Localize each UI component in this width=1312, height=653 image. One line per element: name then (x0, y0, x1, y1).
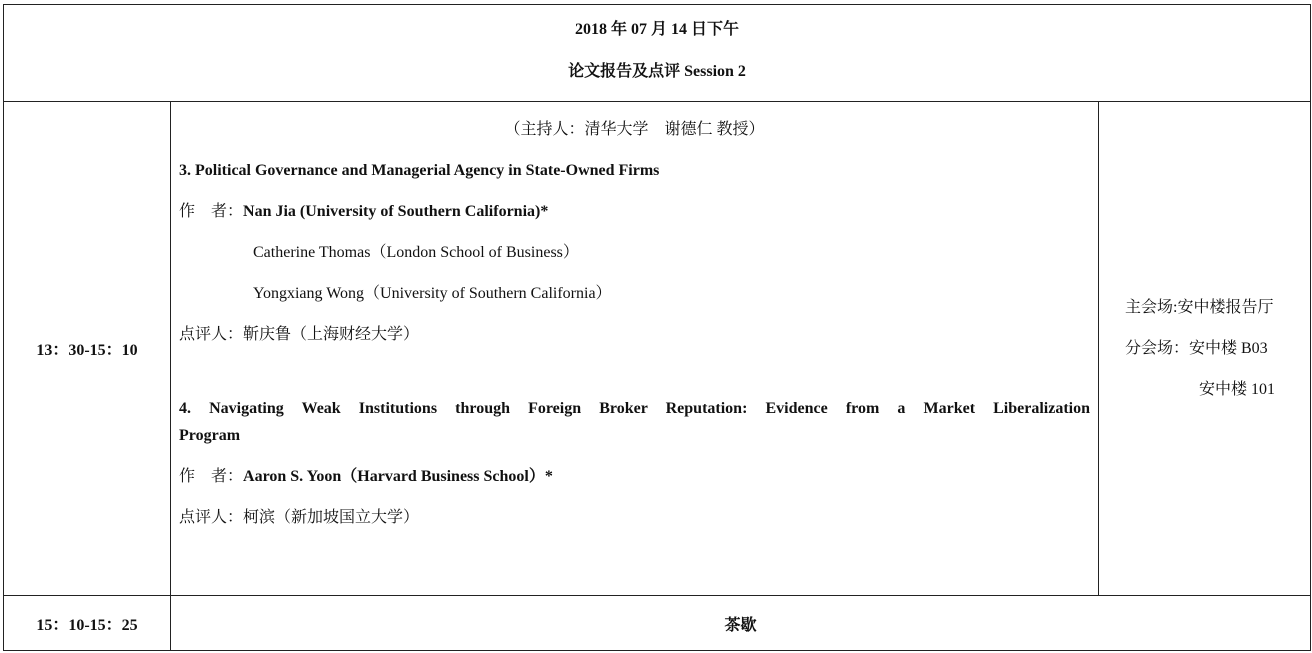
discussant-label: 点评人： (179, 509, 244, 526)
session-content (171, 102, 1099, 596)
author-label: 作 者： (179, 468, 244, 485)
paper-4-discussant-line (179, 508, 1090, 528)
paper-3-lead-author: Nan Jia (University of Southern California)* (243, 203, 549, 220)
main-venue: 主会场:安中楼报告厅 (1125, 298, 1274, 316)
paper-4-title-line-2: Program (179, 427, 241, 444)
paper-3-coauthor: Yongxiang Wong（University of Southern California） (253, 285, 612, 302)
session-host: （主持人：清华大学 谢德仁 教授） (504, 121, 765, 138)
branch-venue-1: 分会场：安中楼 B03 (1125, 339, 1268, 357)
session-venue (1099, 102, 1311, 596)
break-label: 茶歇 (171, 596, 1311, 651)
paper-3-author-line (179, 202, 1090, 222)
discussant-label: 点评人： (179, 326, 244, 343)
date-heading: 2018 年 07 月 14 日下午 (575, 21, 740, 38)
session-heading: 论文报告及点评 Session 2 (568, 63, 746, 80)
paper-3-discussant-line (179, 325, 1090, 345)
session-time: 13：30-15：10 (4, 102, 171, 596)
session-row (4, 102, 1311, 596)
paper-3-title: 3. Political Governance and Managerial Agency in State-Owned Firms (179, 162, 660, 179)
schedule-header-row (4, 5, 1311, 102)
schedule-header-cell (4, 5, 1311, 102)
paper-4-title-line-1: 4. Navigating Weak Institutions through Foreign Broker Reputation: Evidence from a Market Liberalization (179, 400, 1090, 417)
paper-3-coauthor: Catherine Thomas（London School of Business） (253, 244, 579, 261)
schedule-table (3, 4, 1311, 651)
break-row (4, 596, 1311, 651)
paper-4-lead-author: Aaron S. Yoon（Harvard Business School）* (243, 468, 553, 485)
paper-4-discussant: 柯滨（新加坡国立大学） (243, 509, 420, 526)
break-time: 15：10-15：25 (4, 596, 171, 651)
branch-venue-2: 安中楼 101 (1199, 380, 1276, 398)
paper-4-author-line (179, 467, 1090, 487)
paper-3-discussant: 靳庆鲁（上海财经大学） (243, 326, 420, 343)
author-label: 作 者： (179, 203, 244, 220)
